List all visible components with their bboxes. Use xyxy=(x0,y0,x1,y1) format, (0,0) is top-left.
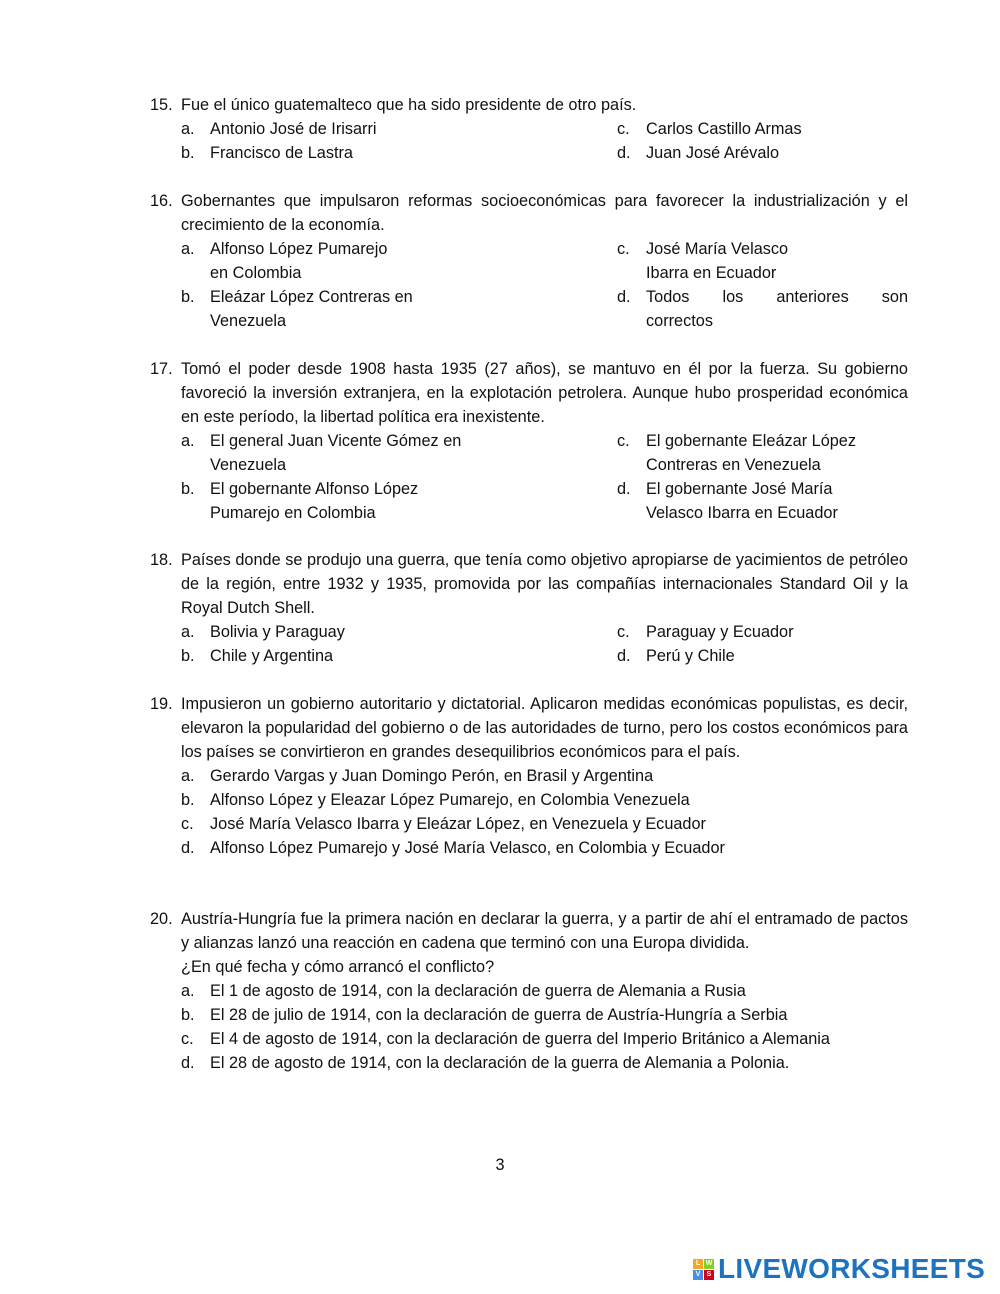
options-grid xyxy=(150,237,908,333)
option-letter: c. xyxy=(181,815,194,833)
options-grid xyxy=(150,620,908,668)
option-letter: a. xyxy=(181,767,195,785)
option-b[interactable] xyxy=(150,141,586,165)
option-d[interactable] xyxy=(586,141,908,165)
option-letter: d. xyxy=(181,839,195,857)
question-stem xyxy=(150,907,908,979)
option-text: Paraguay y Ecuador xyxy=(646,623,794,641)
question-20 xyxy=(150,907,908,1075)
option-letter: b. xyxy=(181,791,195,809)
option-text: Todos los anteriores son correctos xyxy=(646,288,908,330)
option-c[interactable] xyxy=(586,237,908,285)
liveworksheets-logo[interactable] xyxy=(693,1254,985,1284)
option-text: Antonio José de Irisarri xyxy=(210,120,377,138)
option-text: El 28 de agosto de 1914, con la declaración de la guerra de Alemania a Polonia. xyxy=(210,1054,790,1072)
option-letter: c. xyxy=(181,1030,194,1048)
option-letter: a. xyxy=(181,120,195,138)
question-number: 20. xyxy=(150,910,173,928)
option-text: El 1 de agosto de 1914, con la declaración de guerra de Alemania a Rusia xyxy=(210,982,746,1000)
question-text-main: Austría-Hungría fue la primera nación en declarar la guerra, y a partir de ahí el entramado de pactos y alianzas lanzó una reacción en cadena que terminó con una Europa dividida. xyxy=(181,910,908,952)
option-text: Alfonso López Pumarejo en Colombia xyxy=(210,240,388,282)
option-c[interactable] xyxy=(150,812,908,836)
option-letter: d. xyxy=(181,1054,195,1072)
question-18 xyxy=(150,548,908,668)
option-letter: c. xyxy=(617,120,630,138)
option-text: Chile y Argentina xyxy=(210,647,334,665)
options-list xyxy=(150,764,908,860)
option-text: Alfonso López y Eleazar López Pumarejo, en Colombia Venezuela xyxy=(210,791,690,809)
option-c[interactable] xyxy=(586,429,908,477)
page-number: 3 xyxy=(495,1156,505,1174)
option-text: José María Velasco Ibarra en Ecuador xyxy=(646,240,789,282)
option-b[interactable] xyxy=(150,788,908,812)
option-text: José María Velasco Ibarra y Eleázar López, en Venezuela y Ecuador xyxy=(210,815,706,833)
option-text: Bolivia y Paraguay xyxy=(210,623,345,641)
question-stem xyxy=(150,93,908,117)
option-c[interactable] xyxy=(586,620,908,644)
option-letter: b. xyxy=(181,144,195,162)
question-number: 19. xyxy=(150,695,173,713)
question-text xyxy=(181,907,908,979)
option-a[interactable] xyxy=(150,979,908,1003)
option-letter: a. xyxy=(181,240,195,258)
option-b[interactable] xyxy=(150,644,586,668)
logo-grid-icon xyxy=(693,1259,714,1280)
question-stem xyxy=(150,548,908,620)
question-stem xyxy=(150,692,908,764)
option-c[interactable] xyxy=(150,1027,908,1051)
option-d[interactable] xyxy=(586,644,908,668)
question-text: Fue el único guatemalteco que ha sido presidente de otro país. xyxy=(181,96,637,114)
logo-tile: S xyxy=(704,1270,714,1280)
option-text: Juan José Arévalo xyxy=(646,144,780,162)
option-a[interactable] xyxy=(150,764,908,788)
question-text: Gobernantes que impulsaron reformas socioeconómicas para favorecer la industrialización y el crecimiento de la economía. xyxy=(181,192,908,234)
option-letter: d. xyxy=(617,144,631,162)
question-stem xyxy=(150,189,908,237)
option-d[interactable] xyxy=(150,1051,908,1075)
question-number: 16. xyxy=(150,192,173,210)
question-number: 17. xyxy=(150,360,173,378)
option-text: Perú y Chile xyxy=(646,647,735,665)
option-text: El general Juan Vicente Gómez en Venezuela xyxy=(210,432,462,474)
option-letter: c. xyxy=(617,623,630,641)
option-text: El 28 de julio de 1914, con la declaración de guerra de Austría-Hungría a Serbia xyxy=(210,1006,788,1024)
option-a[interactable] xyxy=(150,620,586,644)
question-text: Tomó el poder desde 1908 hasta 1935 (27 años), se mantuvo en él por la fuerza. Su gobierno favoreció la inversión extranjera, en la explotación petrolera. Aunque hubo prosperidad económica en este período, la libertad política era inexistente. xyxy=(181,360,908,426)
option-letter: a. xyxy=(181,432,195,450)
question-19 xyxy=(150,692,908,860)
option-d[interactable] xyxy=(150,836,908,860)
option-letter: b. xyxy=(181,288,195,306)
option-b[interactable] xyxy=(150,1003,908,1027)
option-text: Carlos Castillo Armas xyxy=(646,120,802,138)
option-letter: d. xyxy=(617,647,631,665)
question-text: Países donde se produjo una guerra, que tenía como objetivo apropiarse de yacimientos de petróleo de la región, entre 1932 y 1935, promovida por las compañías internacionales Standard Oil y la Royal Dutch Shell. xyxy=(181,551,908,617)
option-c[interactable] xyxy=(586,117,908,141)
logo-tile: L xyxy=(693,1259,703,1269)
option-letter: b. xyxy=(181,647,195,665)
option-b[interactable] xyxy=(150,285,586,333)
option-letter: c. xyxy=(617,240,630,258)
option-letter: d. xyxy=(617,288,631,306)
option-text: Gerardo Vargas y Juan Domingo Perón, en Brasil y Argentina xyxy=(210,767,654,785)
option-letter: b. xyxy=(181,480,195,498)
options-grid xyxy=(150,117,908,165)
option-text: El gobernante José María Velasco Ibarra en Ecuador xyxy=(646,480,838,522)
logo-tile: W xyxy=(705,1259,713,1267)
option-a[interactable] xyxy=(150,429,586,477)
option-text: Alfonso López Pumarejo y José María Velasco, en Colombia y Ecuador xyxy=(210,839,725,857)
question-16 xyxy=(150,189,908,333)
question-15 xyxy=(150,93,908,165)
option-text: Eleázar López Contreras en Venezuela xyxy=(210,288,413,330)
question-number: 18. xyxy=(150,551,173,569)
option-a[interactable] xyxy=(150,237,586,285)
option-text: El gobernante Alfonso López Pumarejo en Colombia xyxy=(210,480,419,522)
options-list xyxy=(150,979,908,1075)
option-letter: b. xyxy=(181,1006,195,1024)
option-text: Francisco de Lastra xyxy=(210,144,353,162)
question-stem xyxy=(150,357,908,429)
option-letter: d. xyxy=(617,480,631,498)
question-text: Impusieron un gobierno autoritario y dictatorial. Aplicaron medidas económicas populistas, es decir, elevaron la popularidad del gobierno o de las autoridades de turno, pero los costos económicos para los países se convirtieron en grandes desequilibrios económicos para el país. xyxy=(181,695,908,761)
logo-tile: V xyxy=(693,1270,703,1280)
option-letter: a. xyxy=(181,982,195,1000)
question-17 xyxy=(150,357,908,525)
question-number: 15. xyxy=(150,96,173,114)
option-letter: c. xyxy=(617,432,630,450)
logo-text: LIVEWORKSHEETS xyxy=(718,1253,986,1284)
option-a[interactable] xyxy=(150,117,586,141)
option-b[interactable] xyxy=(150,477,586,525)
option-letter: a. xyxy=(181,623,195,641)
question-text-prompt: ¿En qué fecha y cómo arrancó el conflicto? xyxy=(181,958,495,976)
option-d[interactable] xyxy=(586,285,908,333)
option-d[interactable] xyxy=(586,477,908,525)
option-text: El gobernante Eleázar López Contreras en Venezuela xyxy=(646,432,856,474)
option-text: El 4 de agosto de 1914, con la declaración de guerra del Imperio Británico a Alemania xyxy=(210,1030,830,1048)
options-grid xyxy=(150,429,908,525)
